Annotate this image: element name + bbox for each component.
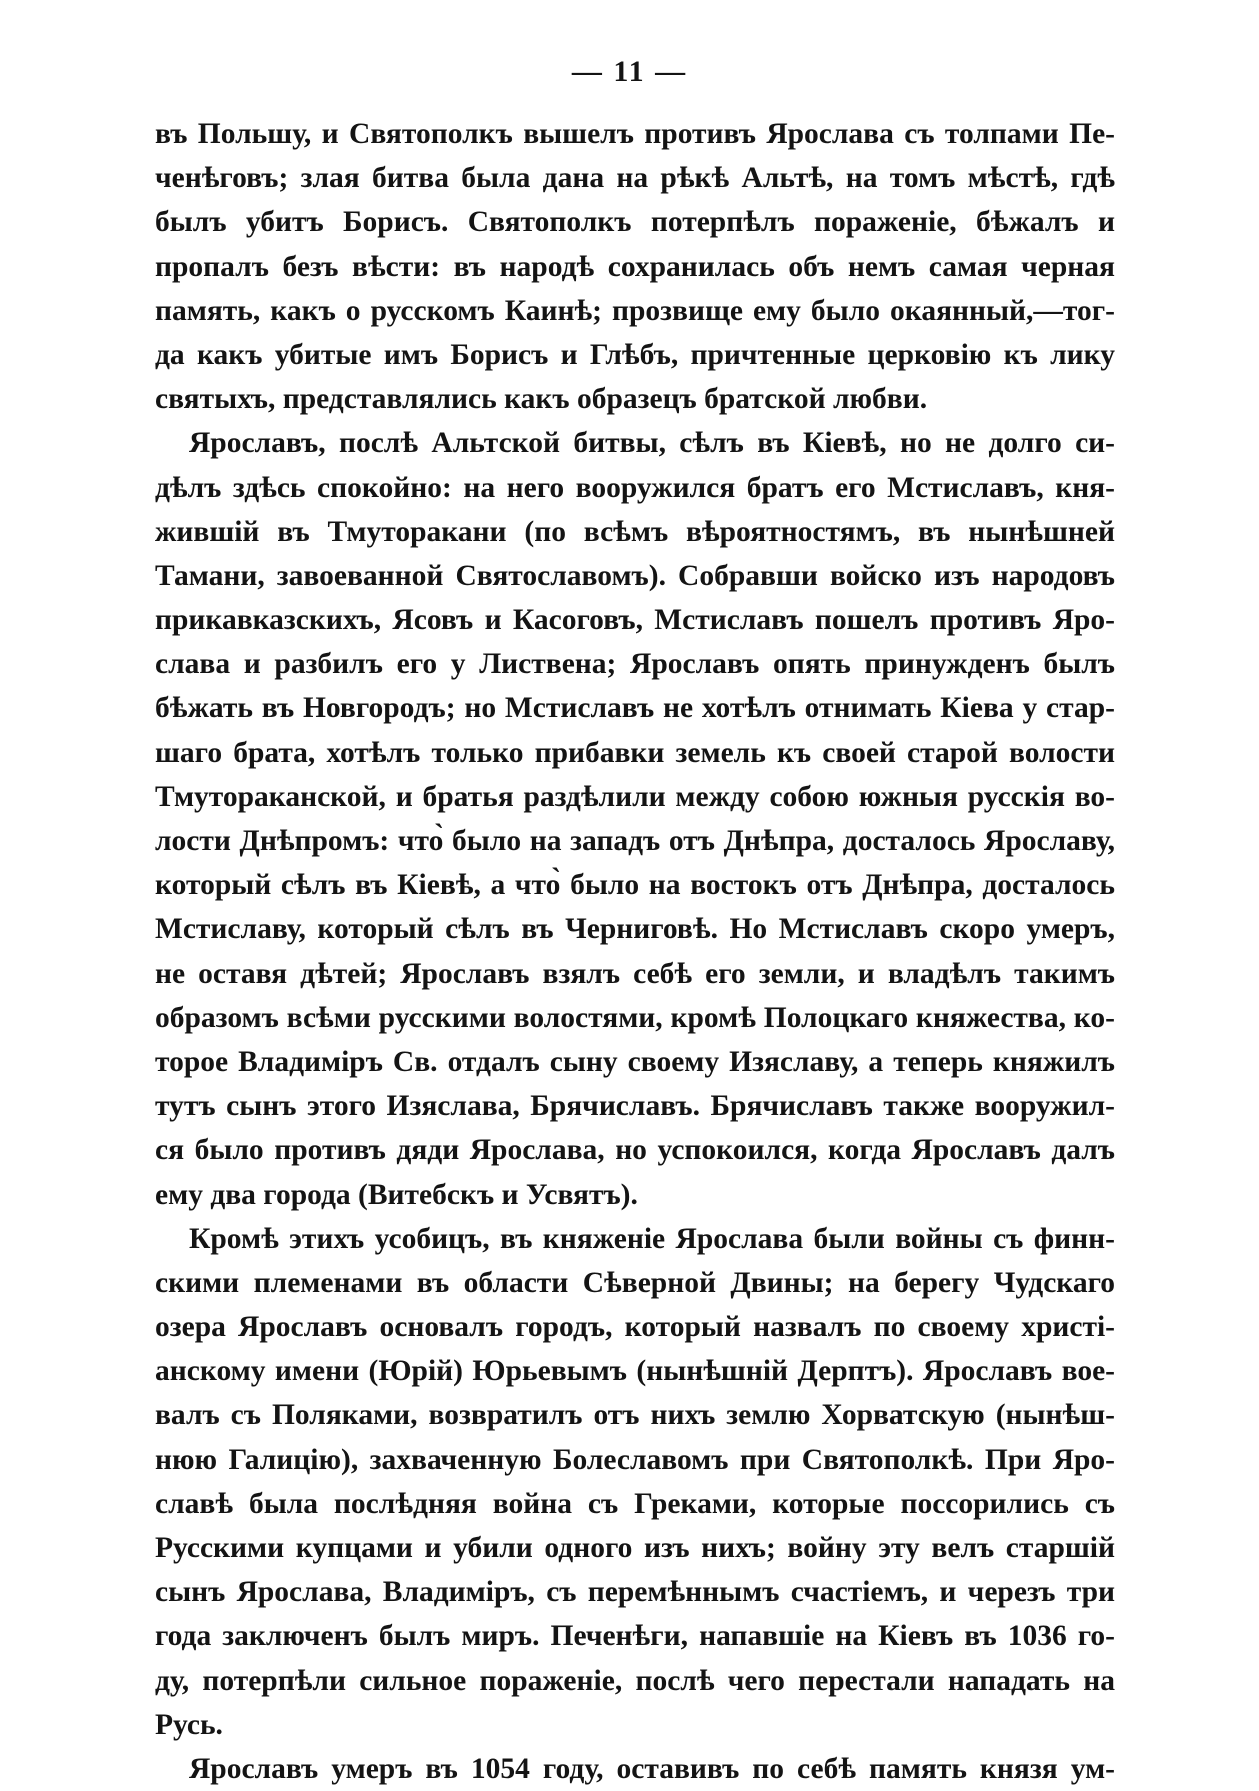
text-line: Русь.	[155, 1708, 223, 1741]
body-text	[155, 112, 1115, 1791]
text-line: озера Ярославъ основалъ городъ, который назвалъ по своему христі-	[155, 1311, 1115, 1344]
text-line: Русскими купцами и убили одного изъ нихъ; войну эту велъ старшій	[155, 1532, 1115, 1564]
text-line: не оставя дѣтей; Ярославъ взялъ себѣ его земли, и владѣлъ такимъ	[155, 957, 1115, 990]
text-line: образомъ всѣми русскими волостями, кромѣ Полоцкаго княжества, ко-	[155, 1001, 1115, 1034]
text-line: ся было противъ дяди Ярослава, но успокоился, когда Ярославъ далъ	[155, 1134, 1115, 1167]
text-line: ченѣговъ; злая битва была дана на рѣкѣ Альтѣ, на томъ мѣстѣ, гдѣ	[155, 162, 1115, 195]
text-line: былъ убитъ Борисъ. Святополкъ потерпѣлъ пораженіе, бѣжалъ и	[155, 206, 1115, 239]
text-line: Мстиславу, который сѣлъ въ Черниговѣ. Но Мстиславъ скоро умеръ,	[155, 913, 1115, 946]
text-line: ду, потерпѣли сильное пораженіе, послѣ чего перестали нападать на	[155, 1664, 1115, 1697]
text-line: святыхъ, представлялись какъ образецъ братской любви.	[155, 383, 928, 416]
text-line: Ярославъ умеръ въ 1054 году, оставивъ по себѣ память князя ум-	[189, 1752, 1115, 1785]
text-line: Кромѣ этихъ усобицъ, въ княженіе Ярослава были войны съ финн-	[189, 1222, 1115, 1255]
text-line: торое Владиміръ Св. отдалъ сыну своему Изяславу, а теперь княжилъ	[155, 1045, 1115, 1078]
text-line: прикавказскихъ, Ясовъ и Касоговъ, Мстиславъ пошелъ противъ Яро-	[155, 604, 1115, 637]
page-number: — 11 —	[571, 55, 688, 88]
text-line: сынъ Ярослава, Владиміръ, съ перемѣннымъ счастіемъ, и черезъ три	[155, 1576, 1115, 1609]
text-line: да какъ убитые имъ Борисъ и Глѣбъ, причтенные церковію къ лику	[155, 338, 1115, 371]
text-line: валъ съ Поляками, возвратилъ отъ нихъ землю Хорватскую (нынѣш-	[155, 1399, 1115, 1432]
text-line: пропалъ безъ вѣсти: въ народѣ сохранилась объ немъ самая черная	[155, 250, 1115, 283]
text-line: Тамани, завоеванной Святославомъ). Собравши войско изъ народовъ	[155, 559, 1115, 592]
text-line: жившій въ Тмуторакани (по всѣмъ вѣроятностямъ, въ нынѣшней	[155, 515, 1115, 548]
text-line: скими племенами въ области Сѣверной Двины; на берегу Чудскаго	[155, 1266, 1115, 1299]
text-line: анскому имени (Юрій) Юрьевымъ (нынѣшній Дерптъ). Ярославъ вое-	[155, 1355, 1115, 1388]
text-line: который сѣлъ въ Кіевѣ, а что̀ было на востокъ отъ Днѣпра, досталось	[155, 869, 1115, 902]
text-line: лости Днѣпромъ: что̀ было на западъ отъ Днѣпра, досталось Ярославу,	[155, 825, 1115, 857]
text-line: Ярославъ, послѣ Альтской битвы, сѣлъ въ Кіевѣ, но не долго си-	[189, 427, 1115, 460]
text-line: слава и разбилъ его у Листвена; Ярославъ опять принужденъ былъ	[155, 648, 1115, 681]
text-line: дѣлъ здѣсь спокойно: на него вооружился братъ его Мстиславъ, кня-	[155, 471, 1115, 504]
text-line: нюю Галицію), захваченную Болеславомъ при Святополкѣ. При Яро-	[155, 1443, 1115, 1476]
text-line: тутъ сынъ этого Изяслава, Брячиславъ. Брячиславъ также вооружил-	[155, 1090, 1115, 1123]
text-line: шаго брата, хотѣлъ только прибавки земель къ своей старой волости	[155, 736, 1115, 769]
text-line: славѣ была послѣдняя война съ Греками, которые поссорились съ	[155, 1487, 1115, 1520]
text-line: въ Польшу, и Святополкъ вышелъ противъ Ярослава съ толпами Пе-	[155, 118, 1115, 150]
text-line: бѣжать въ Новгородъ; но Мстиславъ не хотѣлъ отнимать Кіева у стар-	[155, 692, 1115, 725]
text-line: года заключенъ былъ миръ. Печенѣги, напавшіе на Кіевъ въ 1036 го-	[155, 1620, 1115, 1653]
text-line: Тмутораканской, и братья раздѣлили между собою южныя русскія во-	[155, 780, 1115, 813]
text-line: ему два города (Витебскъ и Усвятъ).	[155, 1178, 638, 1211]
text-line: память, какъ о русскомъ Каинѣ; прозвище ему было окаянный,—тог-	[155, 294, 1115, 327]
